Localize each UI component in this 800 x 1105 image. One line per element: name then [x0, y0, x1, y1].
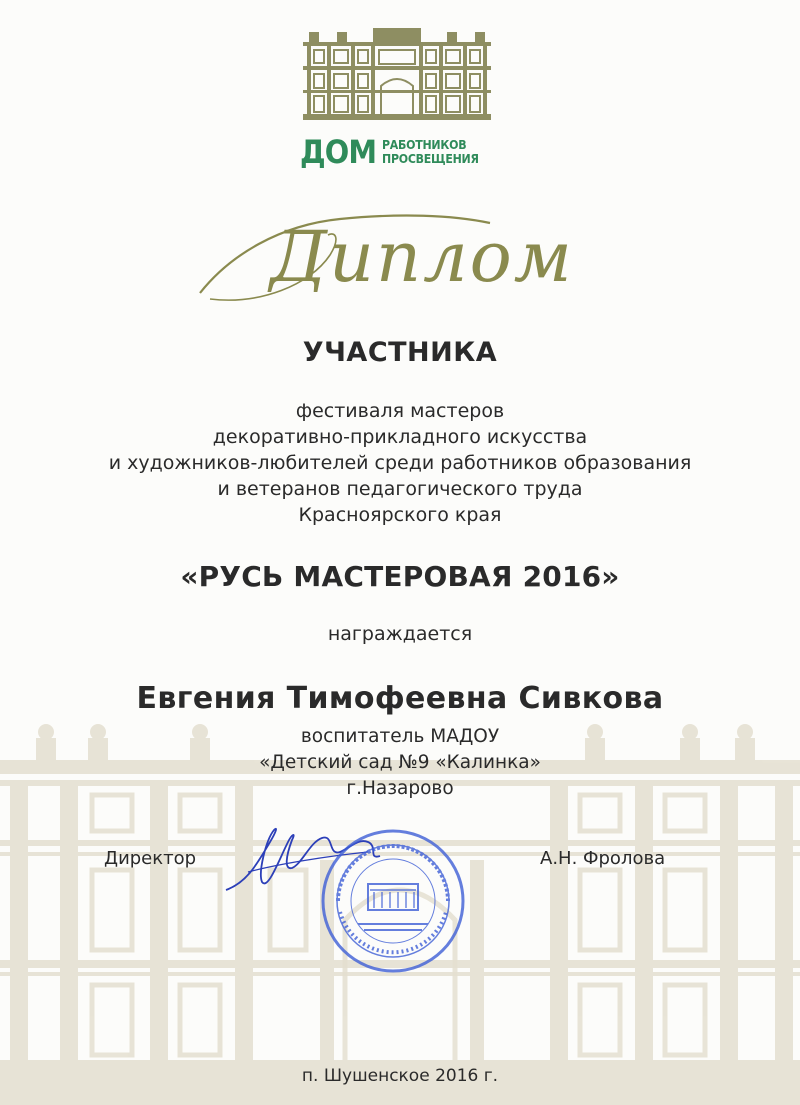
diploma-subtitle: УЧАСТНИКА [302, 337, 498, 368]
official-stamp [318, 826, 468, 976]
logo-subtitle-line2: ПРОСВЕЩЕНИЯ [382, 151, 479, 166]
description-line: и ветеранов педагогического труда [217, 478, 583, 500]
diploma-title [190, 195, 610, 315]
recipient-organization: «Детский сад №9 «Калинка» [259, 752, 541, 773]
description-line: Красноярского края [298, 504, 502, 526]
description-line: и художников-любителей среди работников образования [108, 452, 692, 474]
organization-logo [300, 132, 500, 172]
place-and-date: п. Шушенское 2016 г. [301, 1066, 499, 1086]
signatory-name: А.Н. Фролова [540, 848, 666, 869]
building-logo [303, 28, 491, 120]
recipient-info [0, 724, 800, 802]
awarded-label: награждается [327, 623, 473, 645]
recipient-name: Евгения Тимофеевна Сивкова [136, 681, 664, 716]
description-line: декоративно-прикладного искусства [212, 426, 588, 448]
logo-main-word: ДОМ [300, 133, 377, 171]
diploma-title-text: Диплом [270, 216, 574, 298]
description-line: фестиваля мастеров [295, 400, 505, 422]
logo-subtitle-line1: РАБОТНИКОВ [382, 137, 467, 152]
recipient-city: г.Назарово [346, 778, 454, 799]
festival-description [0, 398, 800, 528]
recipient-position: воспитатель МАДОУ [300, 726, 500, 747]
logo-subtitle [382, 138, 479, 166]
event-name: «РУСЬ МАСТЕРОВАЯ 2016» [180, 560, 620, 593]
signatory-role: Директор [104, 848, 197, 869]
